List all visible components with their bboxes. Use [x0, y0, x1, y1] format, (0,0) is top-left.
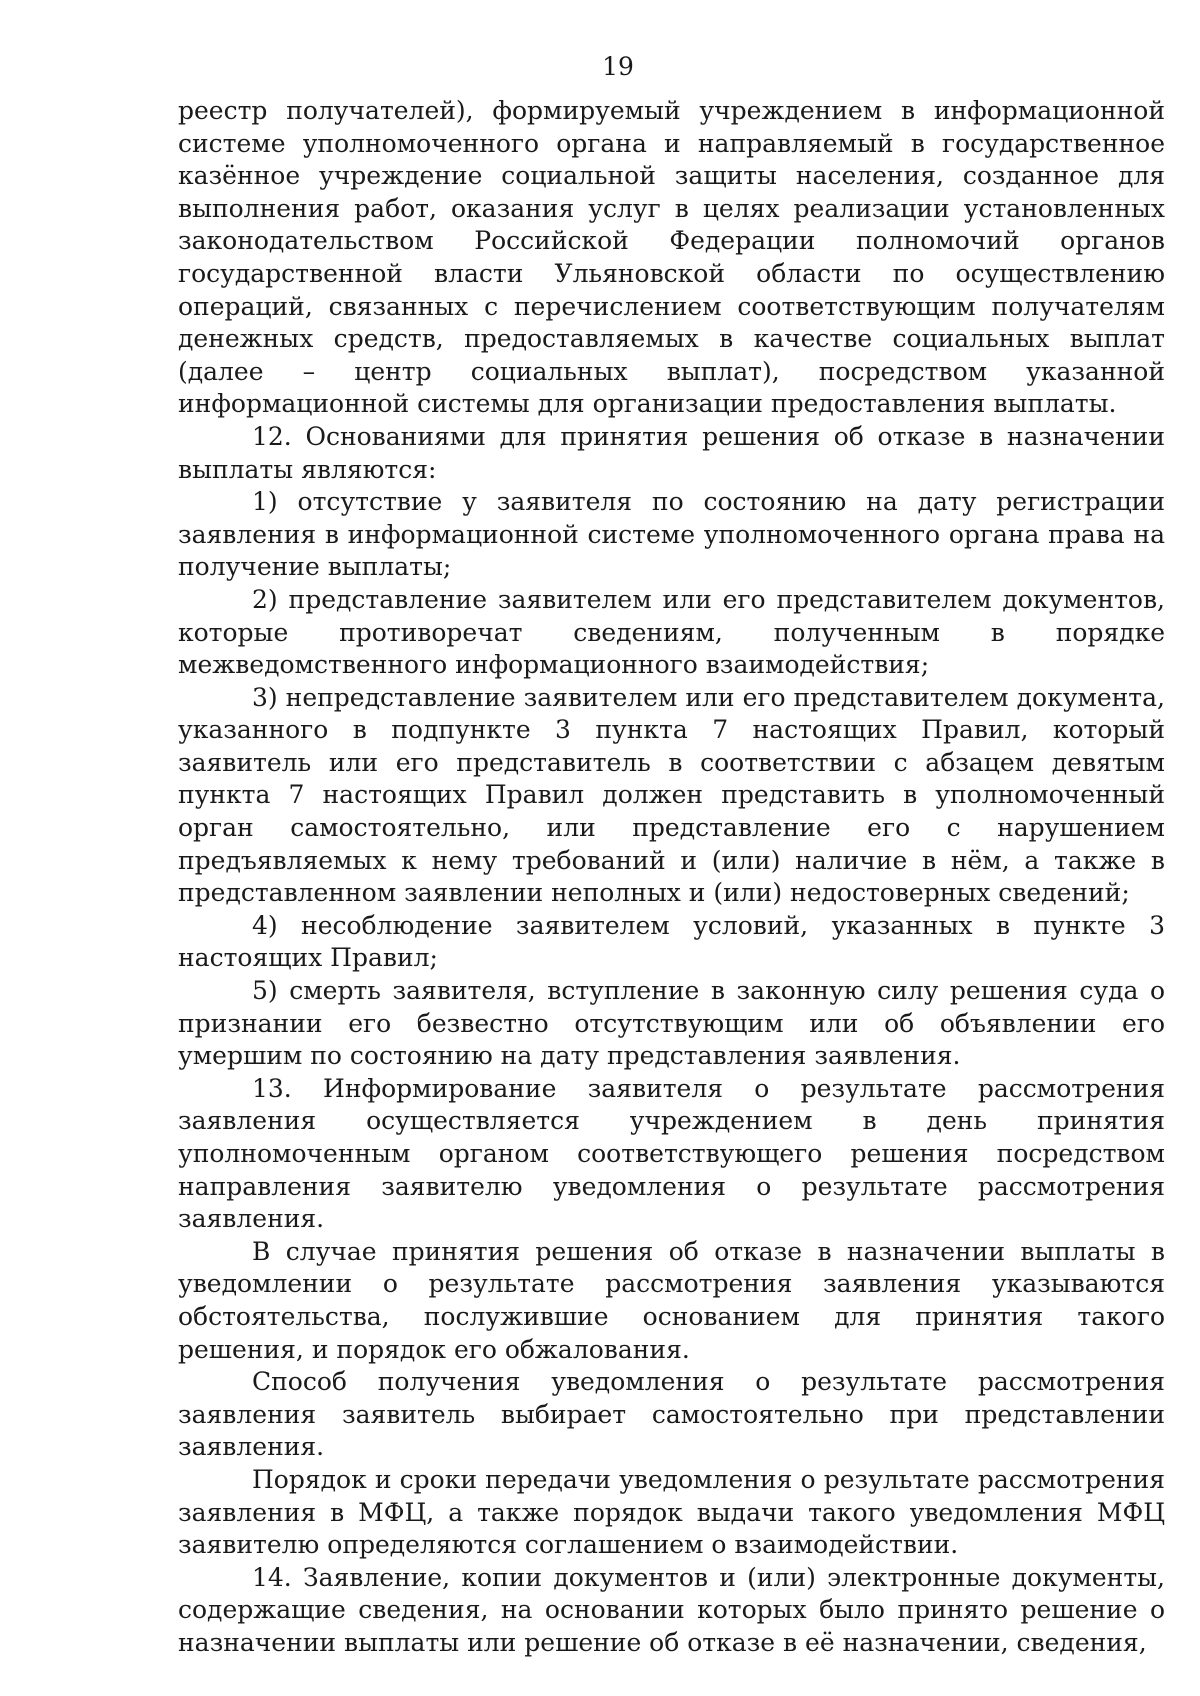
- paragraph-ground-5: 5) смерть заявителя, вступление в законную силу решения суда о признании его безвестно отсутствующим или об объявлении его умершим по состоянию на дату представления заявления.: [178, 976, 1165, 1071]
- document-body: [178, 95, 1165, 1660]
- paragraph-ground-3: 3) непредставление заявителем или его представителем документа, указанного в подпункте 3 пункта 7 настоящих Правил, который заявитель или его представитель в соответствии с абзацем девятым пункта 7 настоящих Правил должен представить в уполномоченный орган самостоятельно, или представление его с нарушением предъявляемых к нему требований и (или) наличие в нём, а также в представленном заявлении неполных и (или) недостоверных сведений;: [178, 682, 1165, 908]
- paragraph-ground-1: 1) отсутствие у заявителя по состоянию на дату регистрации заявления в информационной системе уполномоченного органа права на получение выплаты;: [178, 487, 1165, 582]
- paragraph-13-informing: 13. Информирование заявителя о результате рассмотрения заявления осуществляется учреждением в день принятия уполномоченным органом соответствующего решения посредством направления заявителю уведомления о результате рассмотрения заявления.: [178, 1073, 1165, 1234]
- paragraph-notice-method: Способ получения уведомления о результате рассмотрения заявления заявитель выбирает самостоятельно при представлении заявления.: [178, 1367, 1165, 1462]
- paragraph-mfc-transfer: Порядок и сроки передачи уведомления о результате рассмотрения заявления в МФЦ, а также порядок выдачи такого уведомления МФЦ заявителю определяются соглашением о взаимодействии.: [178, 1464, 1165, 1560]
- paragraph-14-documents: 14. Заявление, копии документов и (или) электронные документы, содержащие сведения, на основании которых было принято решение о назначении выплаты или решение об отказе в её назначении, сведения,: [178, 1562, 1165, 1657]
- paragraph-registry-continuation: реестр получателей), формируемый учреждением в информационной системе уполномоченного органа и направляемый в государственное казённое учреждение социальной защиты населения, созданное для выполнения работ, оказания услуг в целях реализации установленных законодательством Российской Федерации полномочий органов государственной власти Ульяновской области по осуществлению операций, связанных с перечислением соответствующим получателям денежных средств, предоставляемых в качестве социальных выплат (далее – центр социальных выплат), посредством указанной информационной системы для организации предоставления выплаты.: [178, 96, 1165, 419]
- paragraph-12-refusal-grounds: 12. Основаниями для принятия решения об отказе в назначении выплаты являются:: [178, 421, 1165, 484]
- paragraph-refusal-notice: В случае принятия решения об отказе в назначении выплаты в уведомлении о результате рассмотрения заявления указываются обстоятельства, послужившие основанием для принятия такого решения, и порядок его обжалования.: [178, 1236, 1165, 1364]
- paragraph-ground-4: 4) несоблюдение заявителем условий, указанных в пункте 3 настоящих Правил;: [178, 910, 1165, 973]
- paragraph-ground-2: 2) представление заявителем или его представителем документов, которые противоречат сведениям, полученным в порядке межведомственного информационного взаимодействия;: [178, 584, 1165, 680]
- page-number: 19: [602, 52, 634, 81]
